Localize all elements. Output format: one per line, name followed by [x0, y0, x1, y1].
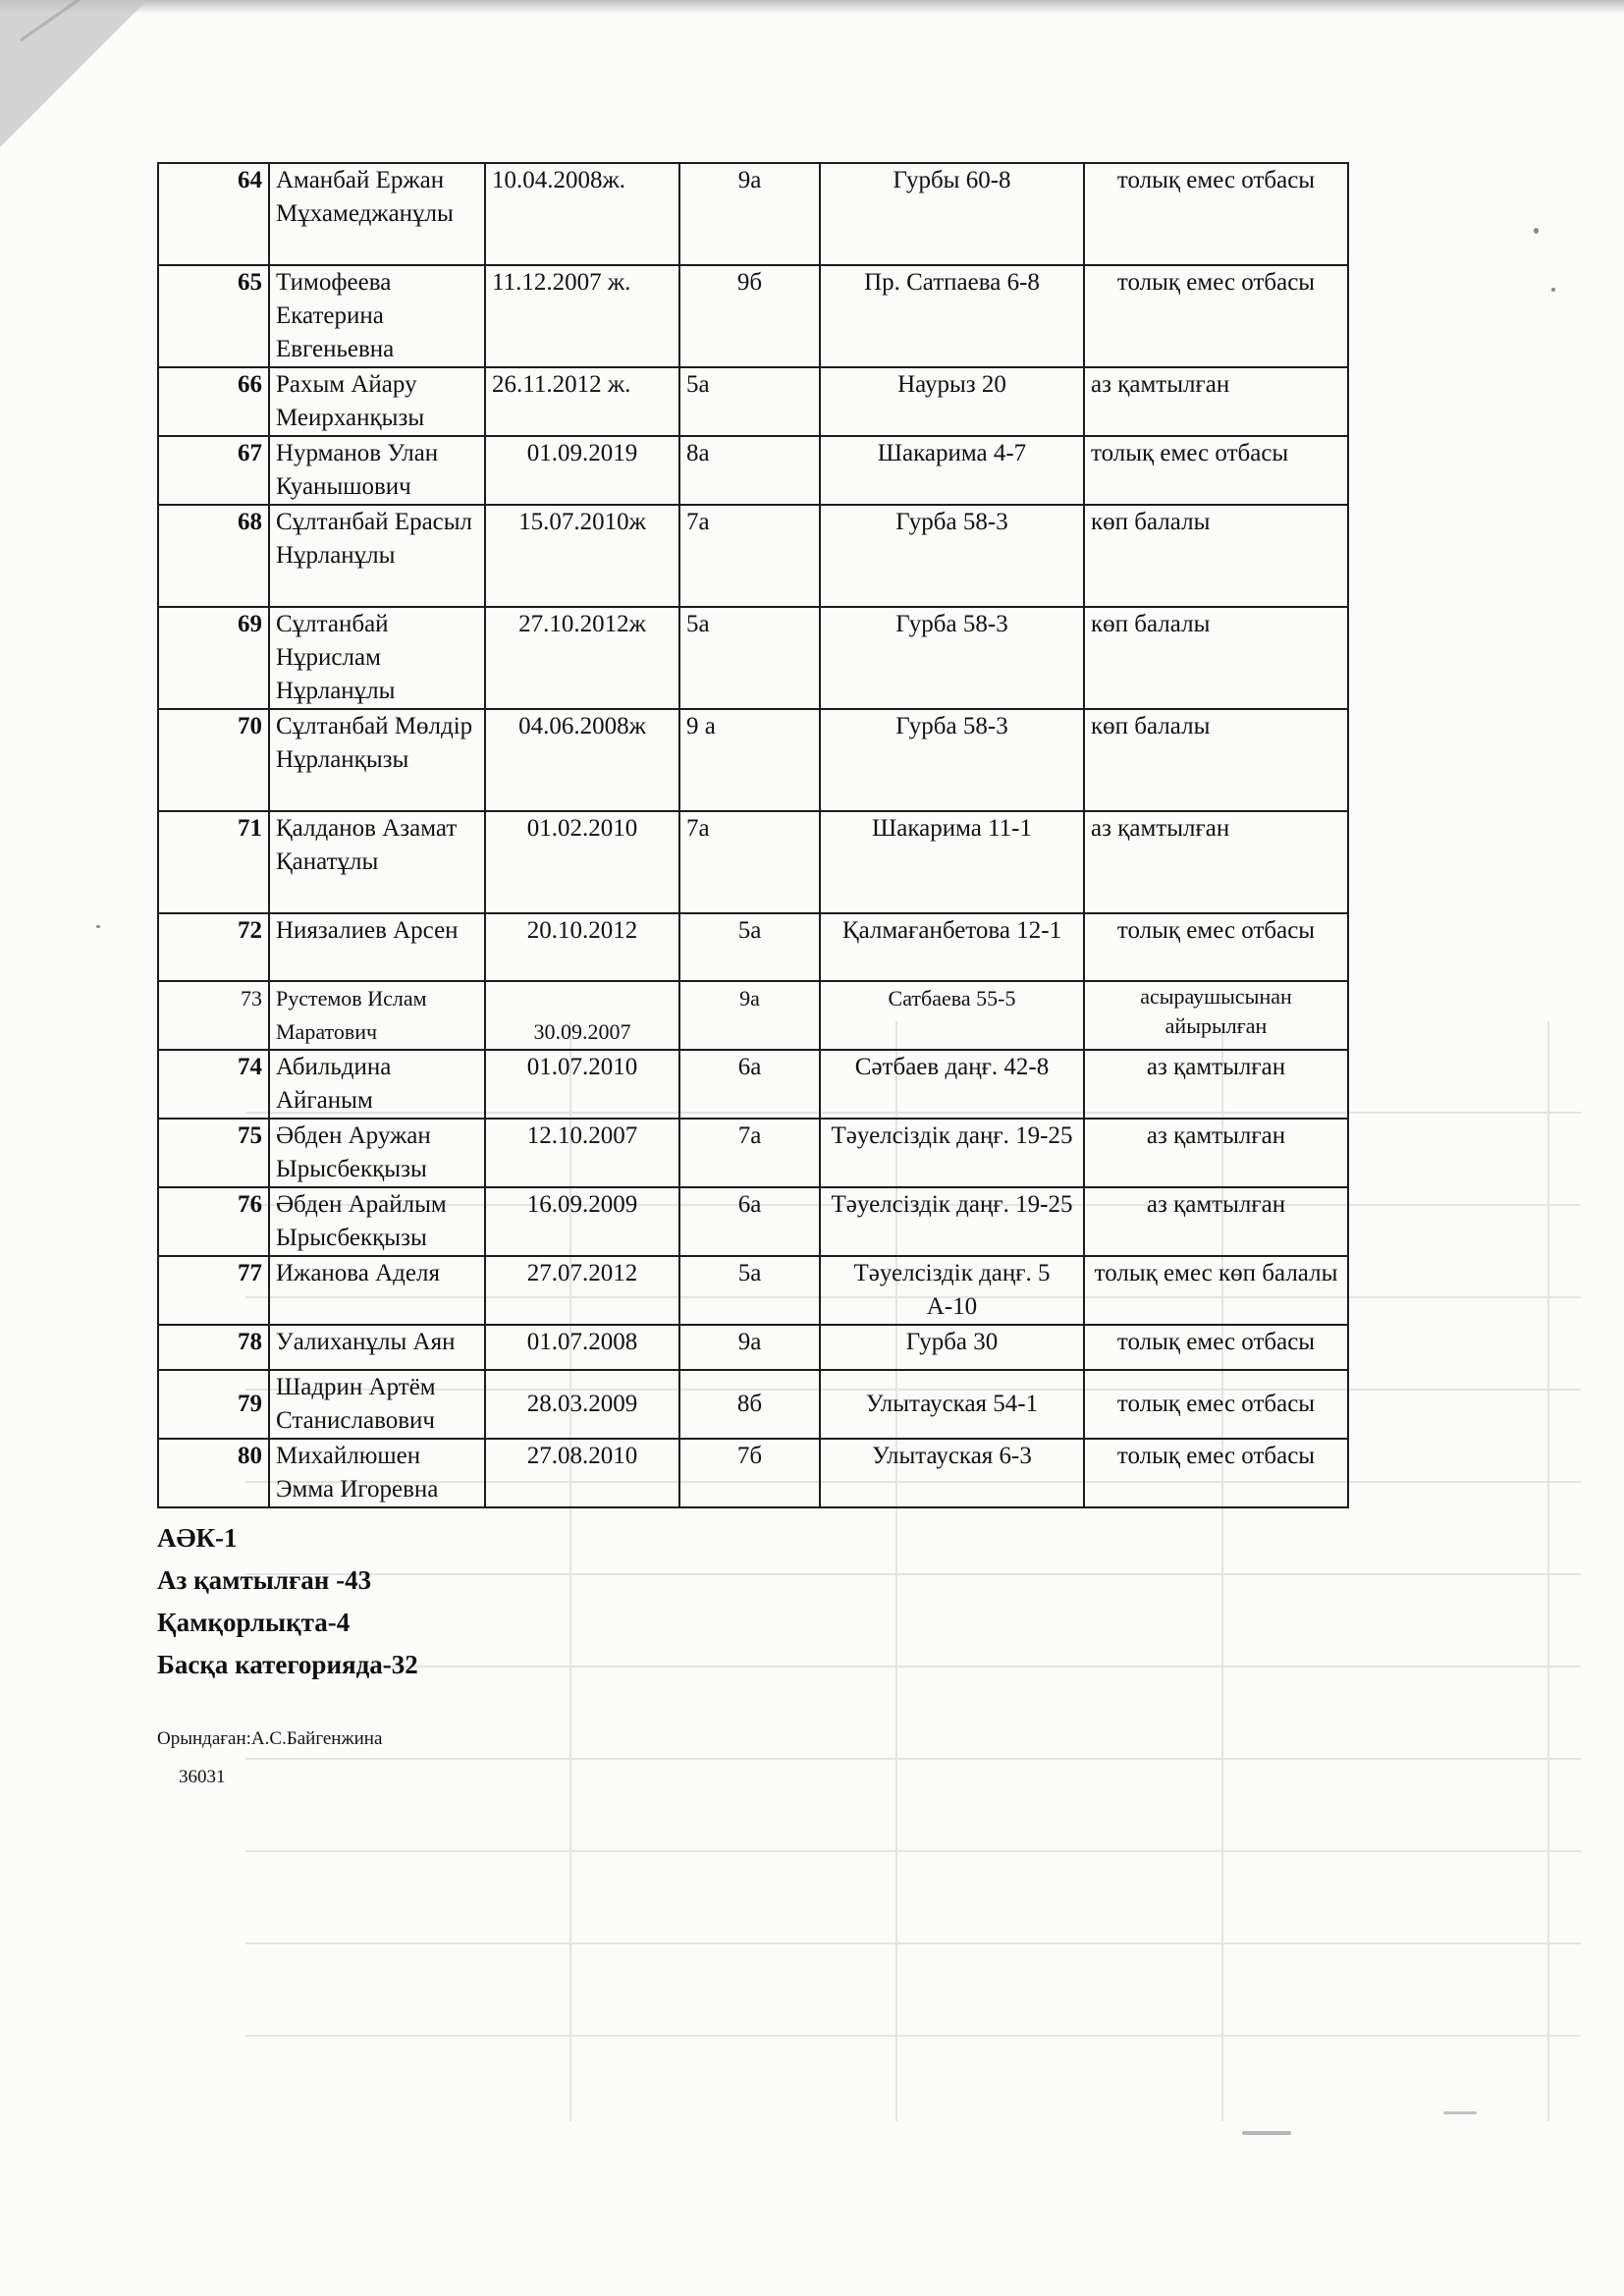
- student-name: Сұлтанбай Мөлдір Нұрланқызы: [269, 709, 485, 811]
- table-row: [158, 436, 1348, 505]
- scan-speck: [1242, 2131, 1291, 2135]
- birth-date: 26.11.2012 ж.: [485, 367, 679, 436]
- scan-folded-corner: [0, 0, 147, 147]
- student-name: Абильдина Айганым: [269, 1050, 485, 1119]
- scan-speck: [1534, 228, 1539, 234]
- student-name: Қалданов Азамат Қанатұлы: [269, 811, 485, 913]
- home-address: Тәуелсіздік даңғ. 5 А-10: [820, 1256, 1084, 1325]
- row-number: 72: [158, 913, 269, 981]
- family-category: толық емес отбасы: [1084, 265, 1348, 367]
- home-address: Сатбаева 55-5: [820, 981, 1084, 1050]
- family-category: толық емес отбасы: [1084, 1370, 1348, 1439]
- home-address: Тәуелсіздік даңғ. 19-25: [820, 1119, 1084, 1187]
- scan-speck: [96, 925, 100, 928]
- home-address: Сәтбаев даңғ. 42-8: [820, 1050, 1084, 1119]
- home-address: Шакарима 4-7: [820, 436, 1084, 505]
- family-category: толық емес отбасы: [1084, 1325, 1348, 1370]
- table-row: [158, 913, 1348, 981]
- class-grade: 7а: [679, 1119, 820, 1187]
- category-summary: [157, 1517, 418, 1686]
- family-category: асыраушысынан айырылған: [1084, 981, 1348, 1050]
- class-grade: 5а: [679, 1256, 820, 1325]
- class-grade: 8б: [679, 1370, 820, 1439]
- scan-speck: [1551, 288, 1555, 292]
- row-number: 79: [158, 1370, 269, 1439]
- row-number: 78: [158, 1325, 269, 1370]
- class-grade: 9б: [679, 265, 820, 367]
- family-category: аз қамтылған: [1084, 1050, 1348, 1119]
- row-number: 69: [158, 607, 269, 709]
- student-name: Ижанова Аделя: [269, 1256, 485, 1325]
- student-name: Сұлтанбай Ерасыл Нұрланұлы: [269, 505, 485, 607]
- student-name: Уалиханұлы Аян: [269, 1325, 485, 1370]
- birth-date: 27.08.2010: [485, 1439, 679, 1507]
- birth-date: 11.12.2007 ж.: [485, 265, 679, 367]
- row-number: 68: [158, 505, 269, 607]
- table-row: [158, 163, 1348, 265]
- student-name: Шадрин Артём Станиславович: [269, 1370, 485, 1439]
- home-address: Гурба 58-3: [820, 505, 1084, 607]
- home-address: Қалмағанбетова 12-1: [820, 913, 1084, 981]
- table-row: [158, 709, 1348, 811]
- summary-line-low-income: Аз қамтылған -43: [157, 1565, 372, 1595]
- class-grade: 5а: [679, 607, 820, 709]
- home-address: Улытауская 6-3: [820, 1439, 1084, 1507]
- home-address: Наурыз 20: [820, 367, 1084, 436]
- birth-date: 27.10.2012ж: [485, 607, 679, 709]
- row-number: 70: [158, 709, 269, 811]
- student-name: Ниязалиев Арсен: [269, 913, 485, 981]
- student-name: Михайлюшен Эмма Игоревна: [269, 1439, 485, 1507]
- table-row: [158, 1187, 1348, 1256]
- student-name: Әбден Арайлым Ырысбекқызы: [269, 1187, 485, 1256]
- row-number: 75: [158, 1119, 269, 1187]
- class-grade: 8а: [679, 436, 820, 505]
- summary-line-guardianship: Қамқорлықта-4: [157, 1608, 351, 1637]
- family-category: аз қамтылған: [1084, 1119, 1348, 1187]
- birth-date: 16.09.2009: [485, 1187, 679, 1256]
- class-grade: 7а: [679, 811, 820, 913]
- scan-speck: [1443, 2111, 1477, 2114]
- phone-number: 36031: [179, 1767, 226, 1787]
- birth-date: 01.07.2010: [485, 1050, 679, 1119]
- table-row: [158, 607, 1348, 709]
- summary-line-aak: АӘК-1: [157, 1523, 238, 1553]
- class-grade: 9а: [679, 1325, 820, 1370]
- row-number: 67: [158, 436, 269, 505]
- class-grade: 7а: [679, 505, 820, 607]
- student-roster-table: [157, 162, 1349, 1508]
- birth-date: 12.10.2007: [485, 1119, 679, 1187]
- executor-line: Орындаған:А.С.Байгенжина: [157, 1728, 383, 1749]
- row-number: 74: [158, 1050, 269, 1119]
- family-category: көп балалы: [1084, 709, 1348, 811]
- row-number: 66: [158, 367, 269, 436]
- table-row: [158, 981, 1348, 1050]
- home-address: Гурбы 60-8: [820, 163, 1084, 265]
- birth-date: 10.04.2008ж.: [485, 163, 679, 265]
- family-category: аз қамтылған: [1084, 811, 1348, 913]
- student-name: Сұлтанбай Нұрислам Нұрланұлы: [269, 607, 485, 709]
- birth-date: 01.09.2019: [485, 436, 679, 505]
- home-address: Гурба 58-3: [820, 607, 1084, 709]
- class-grade: 9а: [679, 163, 820, 265]
- home-address: Гурба 58-3: [820, 709, 1084, 811]
- table-row: [158, 811, 1348, 913]
- row-number: 65: [158, 265, 269, 367]
- summary-line-other-category: Басқа категорияда-32: [157, 1650, 418, 1679]
- row-number: 76: [158, 1187, 269, 1256]
- student-name: Нурманов Улан Куанышович: [269, 436, 485, 505]
- family-category: толық емес көп балалы: [1084, 1256, 1348, 1325]
- table-row: [158, 1325, 1348, 1370]
- class-grade: 9 а: [679, 709, 820, 811]
- family-category: толық емес отбасы: [1084, 436, 1348, 505]
- family-category: аз қамтылған: [1084, 1187, 1348, 1256]
- birth-date: 01.02.2010: [485, 811, 679, 913]
- birth-date: 20.10.2012: [485, 913, 679, 981]
- family-category: толық емес отбасы: [1084, 1439, 1348, 1507]
- birth-date: 01.07.2008: [485, 1325, 679, 1370]
- table-row: [158, 1119, 1348, 1187]
- student-name: Рахым Айару Меирханқызы: [269, 367, 485, 436]
- student-name: Аманбай Ержан Мұхамеджанұлы: [269, 163, 485, 265]
- table-row: [158, 1050, 1348, 1119]
- home-address: Шакарима 11-1: [820, 811, 1084, 913]
- class-grade: 7б: [679, 1439, 820, 1507]
- birth-date: 04.06.2008ж: [485, 709, 679, 811]
- student-name: Әбден Аружан Ырысбекқызы: [269, 1119, 485, 1187]
- table-row: [158, 1370, 1348, 1439]
- birth-date: 28.03.2009: [485, 1370, 679, 1439]
- table-row: [158, 505, 1348, 607]
- family-category: толық емес отбасы: [1084, 163, 1348, 265]
- row-number: 80: [158, 1439, 269, 1507]
- row-number: 71: [158, 811, 269, 913]
- row-number: 64: [158, 163, 269, 265]
- family-category: көп балалы: [1084, 607, 1348, 709]
- home-address: Улытауская 54-1: [820, 1370, 1084, 1439]
- family-category: толық емес отбасы: [1084, 913, 1348, 981]
- table-row: [158, 265, 1348, 367]
- class-grade: 6а: [679, 1050, 820, 1119]
- home-address: Тәуелсіздік даңғ. 19-25: [820, 1187, 1084, 1256]
- scan-top-edge: [0, 0, 1624, 14]
- table-row: [158, 1256, 1348, 1325]
- row-number: 73: [158, 981, 269, 1050]
- birth-date: 27.07.2012: [485, 1256, 679, 1325]
- student-name: Тимофеева Екатерина Евгеньевна: [269, 265, 485, 367]
- class-grade: 9а: [679, 981, 820, 1050]
- home-address: Гурба 30: [820, 1325, 1084, 1370]
- table-row: [158, 1439, 1348, 1507]
- table-row: [158, 367, 1348, 436]
- class-grade: 5а: [679, 913, 820, 981]
- row-number: 77: [158, 1256, 269, 1325]
- class-grade: 5а: [679, 367, 820, 436]
- birth-date: 15.07.2010ж: [485, 505, 679, 607]
- class-grade: 6а: [679, 1187, 820, 1256]
- home-address: Пр. Сатпаева 6-8: [820, 265, 1084, 367]
- student-name: Рустемов Ислам Маратович: [269, 981, 485, 1050]
- birth-date: 30.09.2007: [485, 981, 679, 1050]
- family-category: аз қамтылған: [1084, 367, 1348, 436]
- family-category: көп балалы: [1084, 505, 1348, 607]
